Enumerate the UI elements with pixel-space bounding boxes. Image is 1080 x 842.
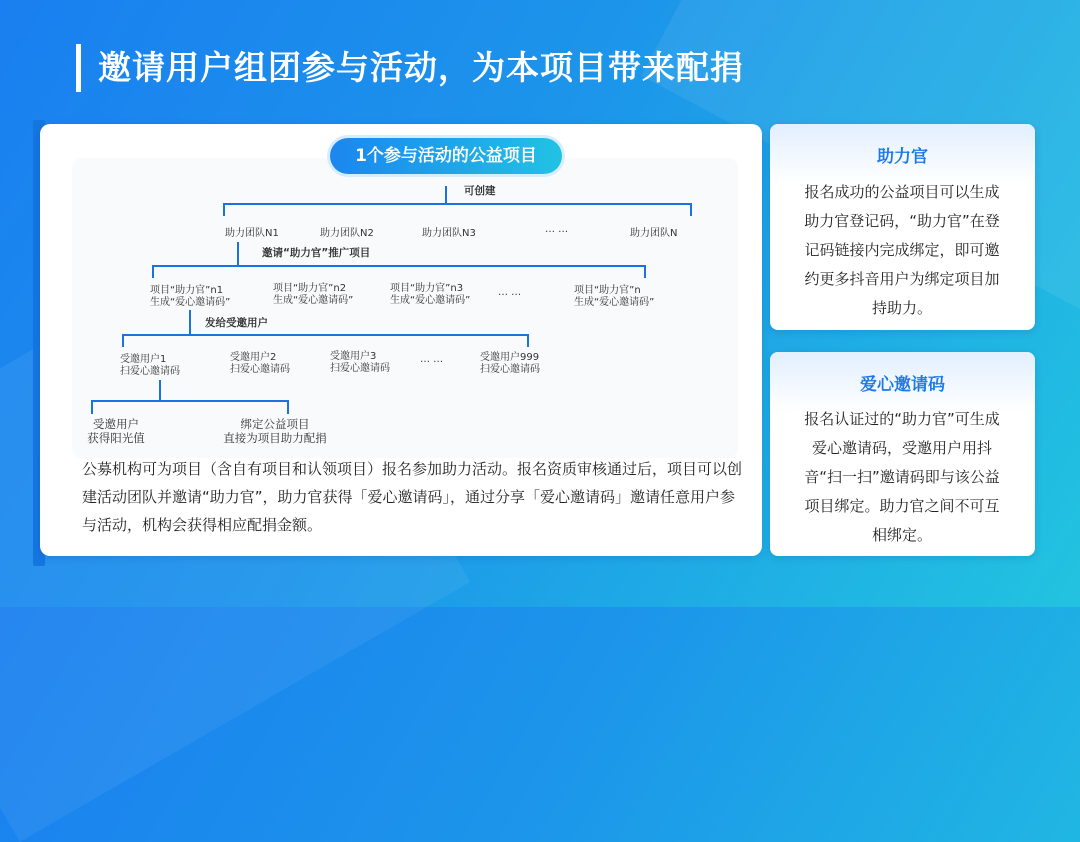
description-text: 公募机构可为项目（含自有项目和认领项目）报名参加助力活动。报名资质审核通过后，项目可以创建活动团队并邀请“助力官”，助力官获得「爱心邀请码」，通过分享「爱心邀请码」邀请任意用户参与活动，机构会获得相应配捐金额。 <box>82 460 743 534</box>
team-node: 助力团队N <box>630 228 678 239</box>
officer-node: … … <box>498 287 522 298</box>
officer-node: 项目“助力官”n 生成“爱心邀请码” <box>574 285 655 308</box>
officer-node: 项目“助力官”n1 生成“爱心邀请码” <box>150 285 231 308</box>
card-title: 爱心邀请码 <box>860 375 945 395</box>
user-node: … … <box>420 354 444 365</box>
outcome-node: 绑定公益项目 直接为项目助力配捐 <box>223 417 327 445</box>
officer-node: 项目“助力官”n2 生成“爱心邀请码” <box>273 283 354 306</box>
team-node: 助力团队N3 <box>422 228 476 239</box>
team-node: 助力团队N1 <box>225 228 279 239</box>
user-node: 受邀用户3 扫爱心邀请码 <box>330 351 390 374</box>
user-node: 受邀用户2 扫爱心邀请码 <box>230 352 290 375</box>
diagram-header-pill: 1个参与活动的公益项目 <box>330 138 562 174</box>
card-title: 助力官 <box>877 147 928 167</box>
officer-info-card <box>770 124 1035 330</box>
user-node: 受邀用户1 扫爱心邀请码 <box>120 354 180 377</box>
create-label: 可创建 <box>464 185 496 197</box>
user-node: 受邀用户999 扫爱心邀请码 <box>480 352 540 375</box>
team-node: 助力团队N2 <box>320 228 374 239</box>
card-body: 报名认证过的“助力官”可生成爱心邀请码，受邀用户用抖音“扫一扫”邀请码即与该公益项目绑定。助力官之间不可互相绑定。 <box>804 410 1000 544</box>
officer-node: 项目“助力官”n3 生成“爱心邀请码” <box>390 283 471 306</box>
invite-label: 邀请“助力官”推广项目 <box>262 247 371 259</box>
title-accent-bar <box>76 44 81 92</box>
bracket-invite <box>153 266 645 278</box>
invite-code-card <box>770 352 1035 556</box>
outcome-node: 受邀用户 获得阳光值 <box>87 417 145 445</box>
issue-label: 发给受邀用户 <box>205 317 268 329</box>
card-body: 报名成功的公益项目可以生成助力官登记码，“助力官”在登记码链接内完成绑定，即可邀约更多抖音用户为绑定项目加持助力。 <box>804 183 1000 317</box>
team-node: … … <box>545 224 569 235</box>
bracket-issue <box>123 335 528 347</box>
page-title: 邀请用户组团参与活动，为本项目带来配捐 <box>98 48 744 87</box>
bracket-outcome <box>92 401 288 414</box>
bracket-create <box>224 204 691 216</box>
